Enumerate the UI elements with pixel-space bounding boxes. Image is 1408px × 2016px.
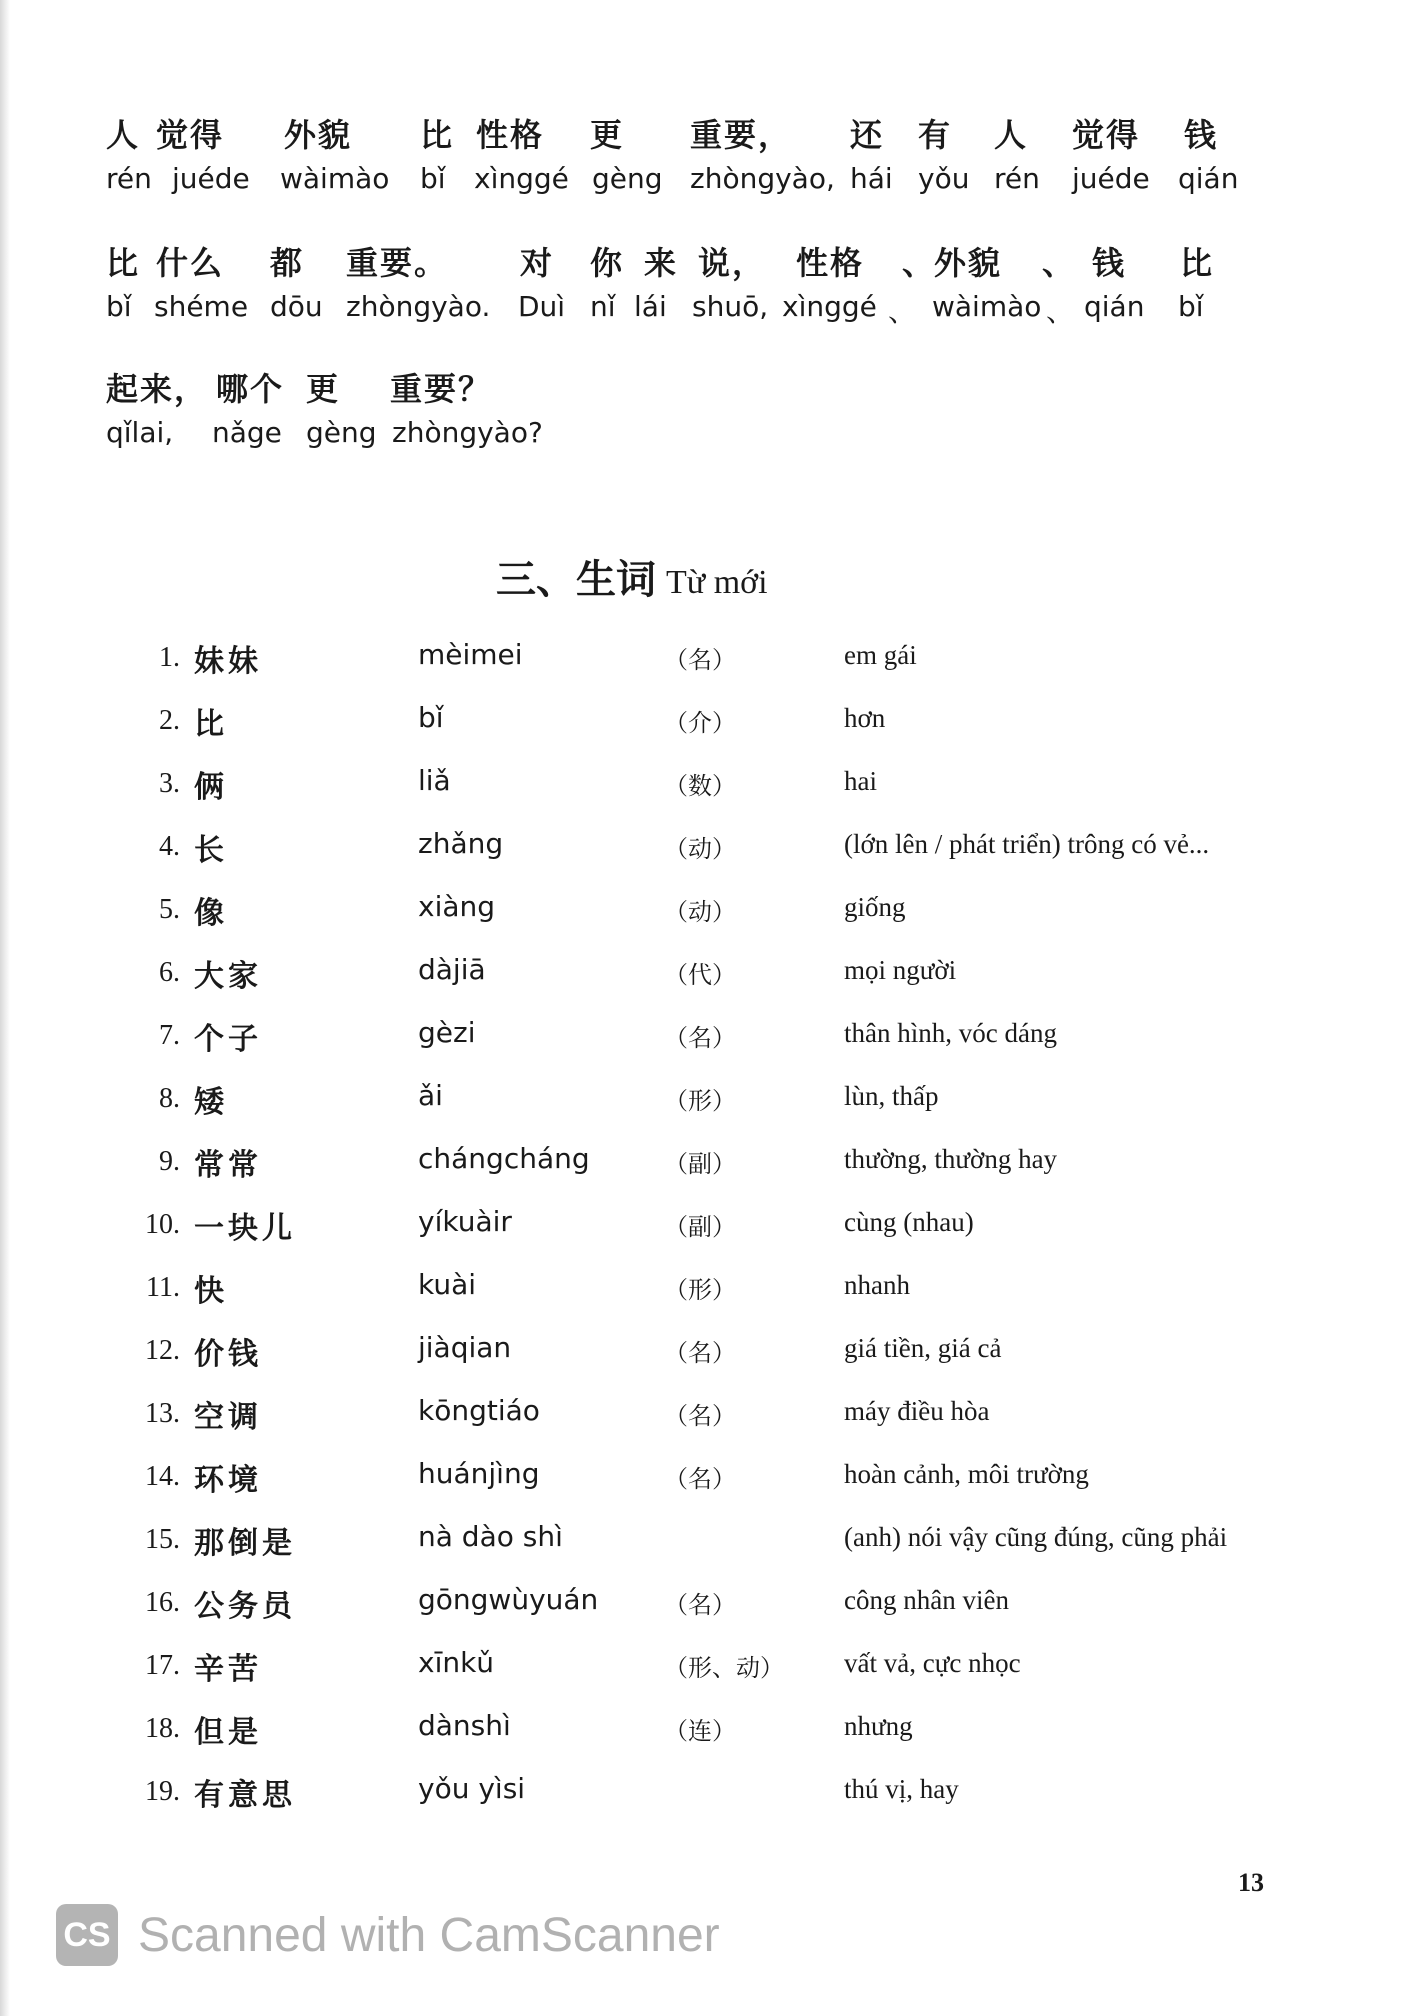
vocab-number: 19. [145, 1776, 180, 1807]
vocab-pinyin: gōngwùyuán [418, 1583, 599, 1616]
vocab-row [0, 888, 1408, 938]
pinyin-word: zhòngyào? [392, 416, 543, 449]
pinyin-word: gèng [306, 416, 377, 449]
hanzi-word: 钱 [1092, 244, 1127, 282]
vocab-word: 价钱 [194, 1337, 262, 1372]
vocab-meaning: hai [844, 766, 877, 796]
vocab-word: 快 [194, 1274, 228, 1309]
pinyin-word: qián [1084, 290, 1145, 323]
hanzi-word: 人 [106, 116, 141, 154]
vocab-meaning: công nhân viên [844, 1585, 1009, 1615]
hanzi-word: 、 [1042, 244, 1077, 282]
vocab-word: 那倒是 [194, 1526, 296, 1561]
vocab-word: 像 [194, 896, 228, 931]
vocab-number: 16. [145, 1587, 180, 1618]
hanzi-word: 外貌 [934, 244, 1003, 282]
vocab-word: 辛苦 [194, 1652, 262, 1687]
vocab-number: 5. [159, 894, 180, 925]
vocab-word: 一块儿 [194, 1211, 296, 1246]
vocab-part-of-speech: （数） [664, 772, 736, 800]
hanzi-word: 性格 [476, 116, 545, 154]
hanzi-word: 都 [270, 244, 305, 282]
vocab-part-of-speech: （名） [664, 646, 736, 674]
page-number: 13 [1238, 1868, 1264, 1897]
vocab-part-of-speech: （名） [664, 1465, 736, 1493]
vocab-part-of-speech: （形、动） [664, 1654, 784, 1682]
pinyin-word: rén [994, 162, 1040, 195]
vocab-pinyin: kuài [418, 1268, 477, 1301]
vocab-pinyin: zhǎng [418, 827, 504, 860]
vocab-word: 矮 [194, 1085, 228, 1120]
pinyin-word: yǒu [918, 162, 970, 195]
vocab-part-of-speech: （形） [664, 1087, 736, 1115]
vocab-meaning: thường, thường hay [844, 1144, 1058, 1174]
vocab-pinyin: dànshì [418, 1709, 511, 1742]
vocab-part-of-speech: （动） [664, 835, 736, 863]
vocab-number: 10. [145, 1209, 180, 1240]
pinyin-word: bǐ [420, 162, 446, 195]
hanzi-word: 你 [590, 244, 625, 282]
vocab-number: 6. [159, 957, 180, 988]
section-title-vietnamese: Từ mới [666, 564, 768, 601]
hanzi-word: 比 [106, 244, 141, 282]
hanzi-word: 起来， [106, 370, 209, 408]
hanzi-word: 觉得 [1072, 116, 1141, 154]
vocab-meaning: (lớn lên / phát triển) trông có vẻ... [844, 829, 1210, 859]
vocab-meaning: thú vị, hay [844, 1774, 959, 1804]
hanzi-word: 比 [420, 116, 455, 154]
hanzi-word: 、 [902, 244, 937, 282]
vocab-word: 大家 [194, 959, 262, 994]
vocab-part-of-speech: （名） [664, 1591, 736, 1619]
vocab-number: 15. [145, 1524, 180, 1555]
vocab-row [0, 699, 1408, 749]
vocab-part-of-speech: （代） [664, 961, 736, 989]
vocab-row [0, 1329, 1408, 1379]
vocab-pinyin: jiàqian [418, 1331, 512, 1364]
vocab-row [0, 1077, 1408, 1127]
vocab-pinyin: xiàng [418, 890, 496, 923]
vocab-row [0, 825, 1408, 875]
vocab-pinyin: ǎi [418, 1079, 443, 1112]
vocab-pinyin: nà dào shì [418, 1520, 563, 1553]
pinyin-word: shuō, [692, 290, 769, 323]
vocab-number: 14. [145, 1461, 180, 1492]
vocab-part-of-speech: （形） [664, 1276, 736, 1304]
vocab-word: 空调 [194, 1400, 262, 1435]
pinyin-word: xìnggé [782, 290, 877, 323]
vocab-meaning: giá tiền, giá cả [844, 1333, 1002, 1363]
hanzi-word: 哪个 [216, 370, 285, 408]
vocab-number: 12. [145, 1335, 180, 1366]
vocab-row [0, 1707, 1408, 1757]
pinyin-word: 、 [1046, 295, 1075, 328]
pinyin-word: xìnggé [474, 162, 569, 195]
camscanner-logo-icon: CS [56, 1904, 118, 1966]
vocab-pinyin: liǎ [418, 764, 451, 797]
hanzi-word: 性格 [796, 244, 865, 282]
section-title-chinese: 三、生词 [496, 557, 656, 603]
hanzi-word: 更 [590, 116, 625, 154]
vocab-word: 俩 [194, 770, 228, 805]
vocab-number: 4. [159, 831, 180, 862]
hanzi-word: 更 [306, 370, 341, 408]
vocab-row [0, 1014, 1408, 1064]
hanzi-word: 还 [850, 116, 885, 154]
vocab-part-of-speech: （名） [664, 1024, 736, 1052]
vocab-number: 18. [145, 1713, 180, 1744]
vocab-pinyin: chángcháng [418, 1142, 590, 1175]
vocab-pinyin: yǒu yìsi [418, 1772, 526, 1805]
vocab-meaning: hoàn cảnh, môi trường [844, 1459, 1089, 1489]
vocab-number: 9. [159, 1146, 180, 1177]
hanzi-word: 人 [994, 116, 1029, 154]
hanzi-word: 比 [1180, 244, 1215, 282]
vocab-row [0, 1140, 1408, 1190]
vocab-number: 13. [145, 1398, 180, 1429]
hanzi-word: 重要， [690, 116, 793, 154]
vocab-meaning: em gái [844, 640, 917, 670]
vocab-meaning: nhanh [844, 1270, 910, 1300]
vocab-word: 有意思 [194, 1778, 296, 1813]
vocab-row [0, 1392, 1408, 1442]
vocab-word: 环境 [194, 1463, 262, 1498]
hanzi-word: 重要。 [346, 244, 449, 282]
vocab-pinyin: huánjìng [418, 1457, 540, 1490]
hanzi-word: 来 [644, 244, 679, 282]
pinyin-word: rén [106, 162, 152, 195]
vocab-meaning: vất vả, cực nhọc [844, 1648, 1021, 1678]
watermark-text: Scanned with CamScanner [138, 1908, 720, 1962]
vocab-meaning: hơn [844, 703, 886, 733]
vocab-part-of-speech: （介） [664, 709, 736, 737]
vocab-number: 3. [159, 768, 180, 799]
vocab-word: 但是 [194, 1715, 262, 1750]
vocab-row [0, 762, 1408, 812]
pinyin-word: Duì [518, 290, 566, 323]
vocab-meaning: mọi người [844, 955, 957, 985]
vocab-row [0, 1770, 1408, 1820]
hanzi-word: 说， [698, 244, 767, 282]
vocab-part-of-speech: （副） [664, 1213, 736, 1241]
vocab-part-of-speech: （副） [664, 1150, 736, 1178]
pinyin-word: wàimào [280, 162, 390, 195]
pinyin-word: dōu [270, 290, 323, 323]
vocab-meaning: thân hình, vóc dáng [844, 1018, 1057, 1048]
vocab-number: 11. [146, 1272, 180, 1303]
hanzi-word: 重要？ [390, 370, 493, 408]
vocab-word: 常常 [194, 1148, 262, 1183]
hanzi-word: 觉得 [156, 116, 225, 154]
vocab-number: 2. [159, 705, 180, 736]
vocab-part-of-speech: （名） [664, 1402, 736, 1430]
pinyin-word: zhòngyào, [690, 162, 835, 195]
vocab-word: 比 [194, 707, 228, 742]
pinyin-word: juéde [1072, 162, 1150, 195]
vocab-row [0, 1266, 1408, 1316]
vocab-pinyin: bǐ [418, 701, 444, 734]
hanzi-word: 钱 [1184, 116, 1219, 154]
pinyin-word: gèng [592, 162, 663, 195]
vocab-row [0, 636, 1408, 686]
pinyin-word: shéme [154, 290, 249, 323]
vocab-row [0, 1203, 1408, 1253]
vocab-row [0, 1455, 1408, 1505]
vocab-row [0, 951, 1408, 1001]
vocab-word: 长 [194, 833, 228, 868]
vocab-pinyin: gèzi [418, 1016, 476, 1049]
camscanner-watermark [56, 1902, 720, 1968]
pinyin-word: bǐ [106, 290, 132, 323]
pinyin-word: zhòngyào. [346, 290, 491, 323]
vocab-row [0, 1644, 1408, 1694]
pinyin-word: nǐ [590, 290, 616, 323]
vocab-number: 7. [159, 1020, 180, 1051]
pinyin-word: nǎge [212, 416, 282, 449]
hanzi-word: 对 [520, 244, 555, 282]
vocab-word: 妹妹 [194, 644, 262, 679]
vocab-meaning: giống [844, 892, 906, 922]
vocab-number: 1. [159, 642, 180, 673]
pinyin-word: bǐ [1178, 290, 1204, 323]
vocab-row [0, 1581, 1408, 1631]
pinyin-word: juéde [172, 162, 250, 195]
hanzi-word: 什么 [156, 244, 225, 282]
pinyin-word: wàimào [932, 290, 1042, 323]
pinyin-word: lái [634, 290, 667, 323]
hanzi-word: 有 [918, 116, 953, 154]
vocab-meaning: máy điều hòa [844, 1396, 990, 1426]
pinyin-word: 、 [888, 295, 917, 328]
pinyin-word: qǐlai, [106, 416, 174, 449]
pinyin-word: qián [1178, 162, 1239, 195]
vocab-pinyin: yíkuàir [418, 1205, 512, 1238]
vocab-pinyin: dàjiā [418, 953, 486, 986]
vocab-word: 个子 [194, 1022, 262, 1057]
vocab-row [0, 1518, 1408, 1568]
vocab-part-of-speech: （连） [664, 1717, 736, 1745]
pinyin-word: hái [850, 162, 893, 195]
vocab-part-of-speech: （名） [664, 1339, 736, 1367]
vocab-meaning: cùng (nhau) [844, 1207, 974, 1237]
vocab-meaning: (anh) nói vậy cũng đúng, cũng phải [844, 1522, 1228, 1552]
vocab-pinyin: mèimei [418, 638, 523, 671]
vocab-number: 17. [145, 1650, 180, 1681]
vocab-pinyin: xīnkǔ [418, 1646, 495, 1679]
vocab-number: 8. [159, 1083, 180, 1114]
vocab-pinyin: kōngtiáo [418, 1394, 540, 1427]
hanzi-word: 外貌 [284, 116, 353, 154]
vocab-part-of-speech: （动） [664, 898, 736, 926]
vocab-word: 公务员 [194, 1589, 296, 1624]
vocab-meaning: lùn, thấp [844, 1081, 939, 1111]
vocab-meaning: nhưng [844, 1711, 913, 1741]
